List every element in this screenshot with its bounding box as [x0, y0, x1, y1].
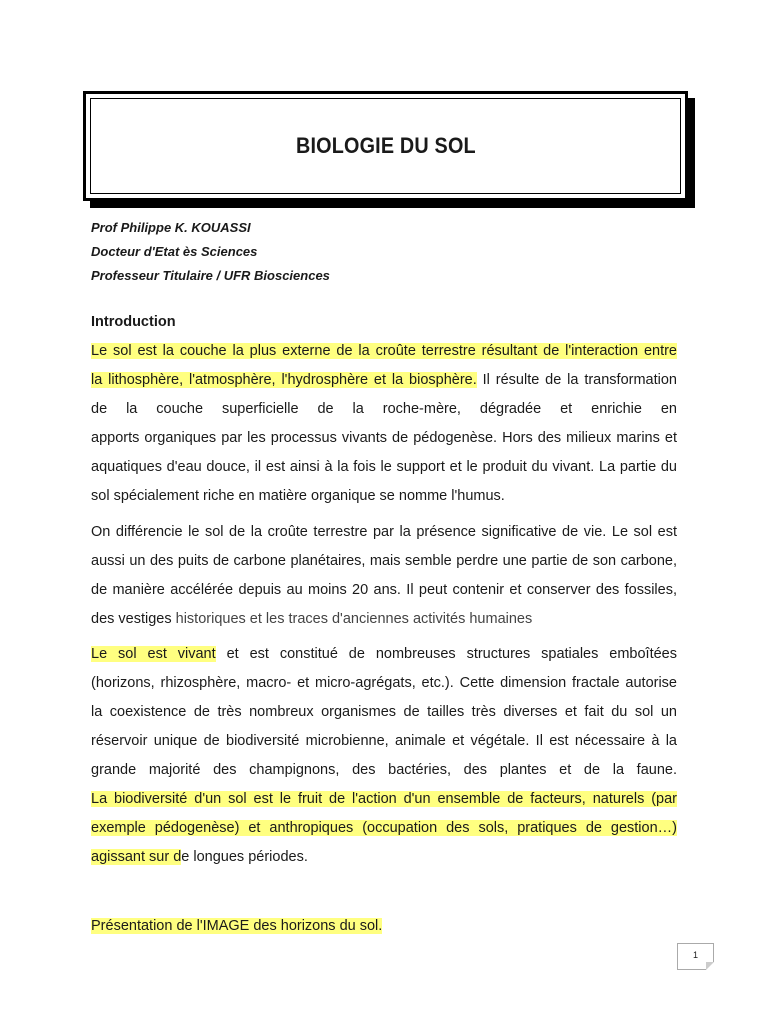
highlighted-text: la lithosphère, l'atmosphère, l'hydrosphère et la biosphère.	[91, 372, 477, 388]
paragraph-line: la coexistence de très nombreux organismes de tailles très diverses et fait du sol un	[91, 704, 677, 720]
paragraph-2	[91, 518, 677, 634]
body-text: Il résulte de la transformation	[476, 372, 677, 388]
paragraph-line: On différencie le sol de la croûte terrestre par la présence significative de vie. Le sol est	[91, 524, 677, 540]
paragraph-line	[91, 640, 677, 669]
paragraph-line	[91, 605, 677, 634]
paragraph-line: apports organiques par les processus vivants de pédogenèse. Hors des milieux marins et	[91, 430, 677, 446]
paragraph-line	[91, 785, 677, 814]
document-title: BIOLOGIE DU SOL	[295, 133, 476, 158]
body-text: des vestiges	[91, 611, 176, 627]
introduction-heading: Introduction	[91, 314, 176, 330]
page-fold-icon	[706, 962, 714, 970]
body-text: et est constitué de nombreuses structures spatiales emboîtées	[215, 646, 677, 662]
paragraph-line	[91, 366, 677, 395]
highlighted-text: agissant sur d	[91, 849, 182, 865]
highlighted-text: Le sol est vivant	[91, 646, 216, 662]
body-text-muted: historiques et les traces d'anciennes activités humaines	[175, 611, 533, 627]
title-box-inner	[90, 98, 681, 194]
paragraph-line: grande majorité des champignons, des bactéries, des plantes et de la faune.	[91, 762, 677, 778]
author-name: Prof Philippe K. KOUASSI	[91, 220, 251, 235]
author-degree: Docteur d'Etat ès Sciences	[91, 244, 258, 259]
body-text: e longues périodes.	[181, 849, 308, 865]
paragraph-3	[91, 640, 677, 872]
page-number-box	[677, 943, 714, 970]
paragraph-line: réservoir unique de biodiversité microbienne, animale et végétale. Il est nécessaire à la	[91, 733, 677, 749]
presentation-line	[91, 912, 382, 941]
author-position: Professeur Titulaire / UFR Biosciences	[91, 268, 330, 283]
paragraph-line	[91, 814, 677, 843]
paragraph-1	[91, 337, 677, 511]
paragraph-line	[91, 337, 677, 366]
paragraph-line: sol spécialement riche en matière organique se nomme l'humus.	[91, 488, 505, 504]
paragraph-line: aquatiques d'eau douce, il est ainsi à la fois le support et le produit du vivant. La partie du	[91, 459, 677, 475]
paragraph-line: aussi un des puits de carbone planétaires, mais semble perdre une partie de son carbone,	[91, 553, 677, 569]
paragraph-line: de la couche superficielle de la roche-mère, dégradée et enrichie en	[91, 401, 677, 417]
paragraph-line: (horizons, rhizosphère, macro- et micro-agrégats, etc.). Cette dimension fractale autorise	[91, 675, 677, 691]
highlighted-text: exemple pédogenèse) et anthropiques (occupation des sols, pratiques de gestion…)	[91, 820, 677, 836]
highlighted-text: Le sol est la couche la plus externe de la croûte terrestre résultant de l'interaction entre	[91, 343, 677, 359]
paragraph-line: de manière accélérée depuis au moins 20 ans. Il peut contenir et conserver des fossiles,	[91, 582, 677, 598]
paragraph-line	[91, 843, 677, 872]
title-box	[83, 91, 688, 201]
highlighted-text: La biodiversité d'un sol est le fruit de l'action d'un ensemble de facteurs, naturels (par	[91, 791, 677, 807]
author-block	[91, 216, 330, 288]
page-number: 1	[692, 950, 698, 960]
highlighted-text: Présentation de l'IMAGE des horizons du sol.	[91, 918, 383, 934]
